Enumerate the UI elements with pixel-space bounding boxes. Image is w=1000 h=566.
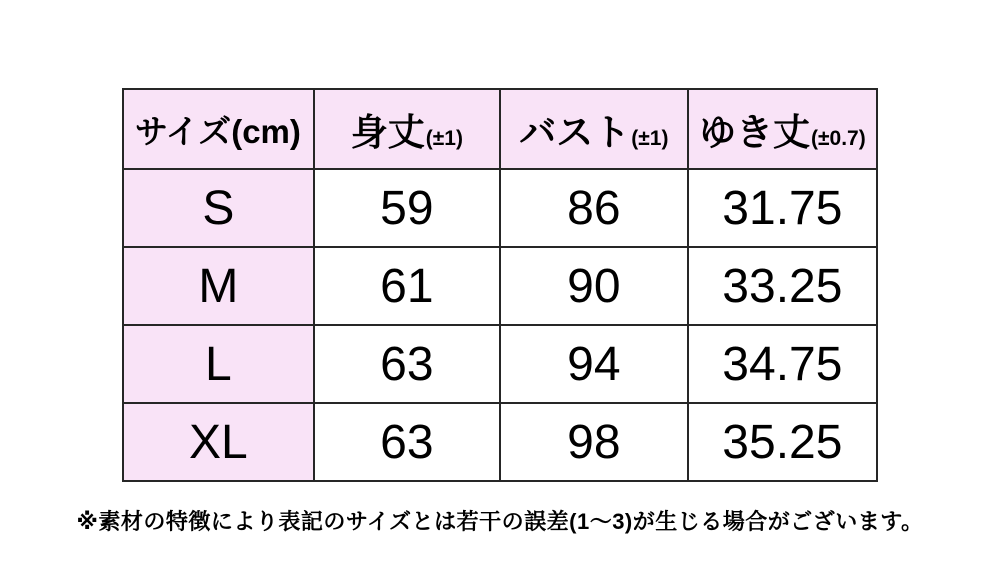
disclaimer-note: ※素材の特徴により表記のサイズとは若干の誤差(1～3)が生じる場合がございます。	[76, 509, 924, 534]
header-cell-body-length	[314, 89, 500, 169]
value-cell: 35.25	[688, 403, 877, 481]
header-label-body-length: 身丈	[350, 112, 425, 153]
value-cell: 33.25	[688, 247, 877, 325]
value-cell: 63	[314, 325, 500, 403]
value-cell: 31.75	[688, 169, 877, 247]
header-tolerance-bust: (±1)	[631, 127, 669, 150]
size-chart-table	[122, 88, 878, 482]
value-cell: 61	[314, 247, 500, 325]
size-cell: L	[123, 325, 314, 403]
header-cell-bust	[500, 89, 688, 169]
table-header-row	[123, 89, 877, 169]
header-label-sleeve: ゆき丈	[699, 112, 810, 153]
size-cell: XL	[123, 403, 314, 481]
table-row-l	[123, 325, 877, 403]
value-cell: 34.75	[688, 325, 877, 403]
table-row-m	[123, 247, 877, 325]
header-label-bust: バスト	[519, 112, 631, 153]
header-tolerance-sleeve: (±0.7)	[811, 127, 866, 150]
value-cell: 98	[500, 403, 688, 481]
size-cell: S	[123, 169, 314, 247]
value-cell: 94	[500, 325, 688, 403]
table-row-xl	[123, 403, 877, 481]
header-cell-sleeve	[688, 89, 877, 169]
size-cell: M	[123, 247, 314, 325]
value-cell: 63	[314, 403, 500, 481]
value-cell: 59	[314, 169, 500, 247]
header-cell-size	[123, 89, 314, 169]
value-cell: 90	[500, 247, 688, 325]
header-label-size: サイズ(cm)	[134, 112, 301, 150]
header-tolerance-body-length: (±1)	[425, 127, 463, 150]
value-cell: 86	[500, 169, 688, 247]
table-row-s	[123, 169, 877, 247]
